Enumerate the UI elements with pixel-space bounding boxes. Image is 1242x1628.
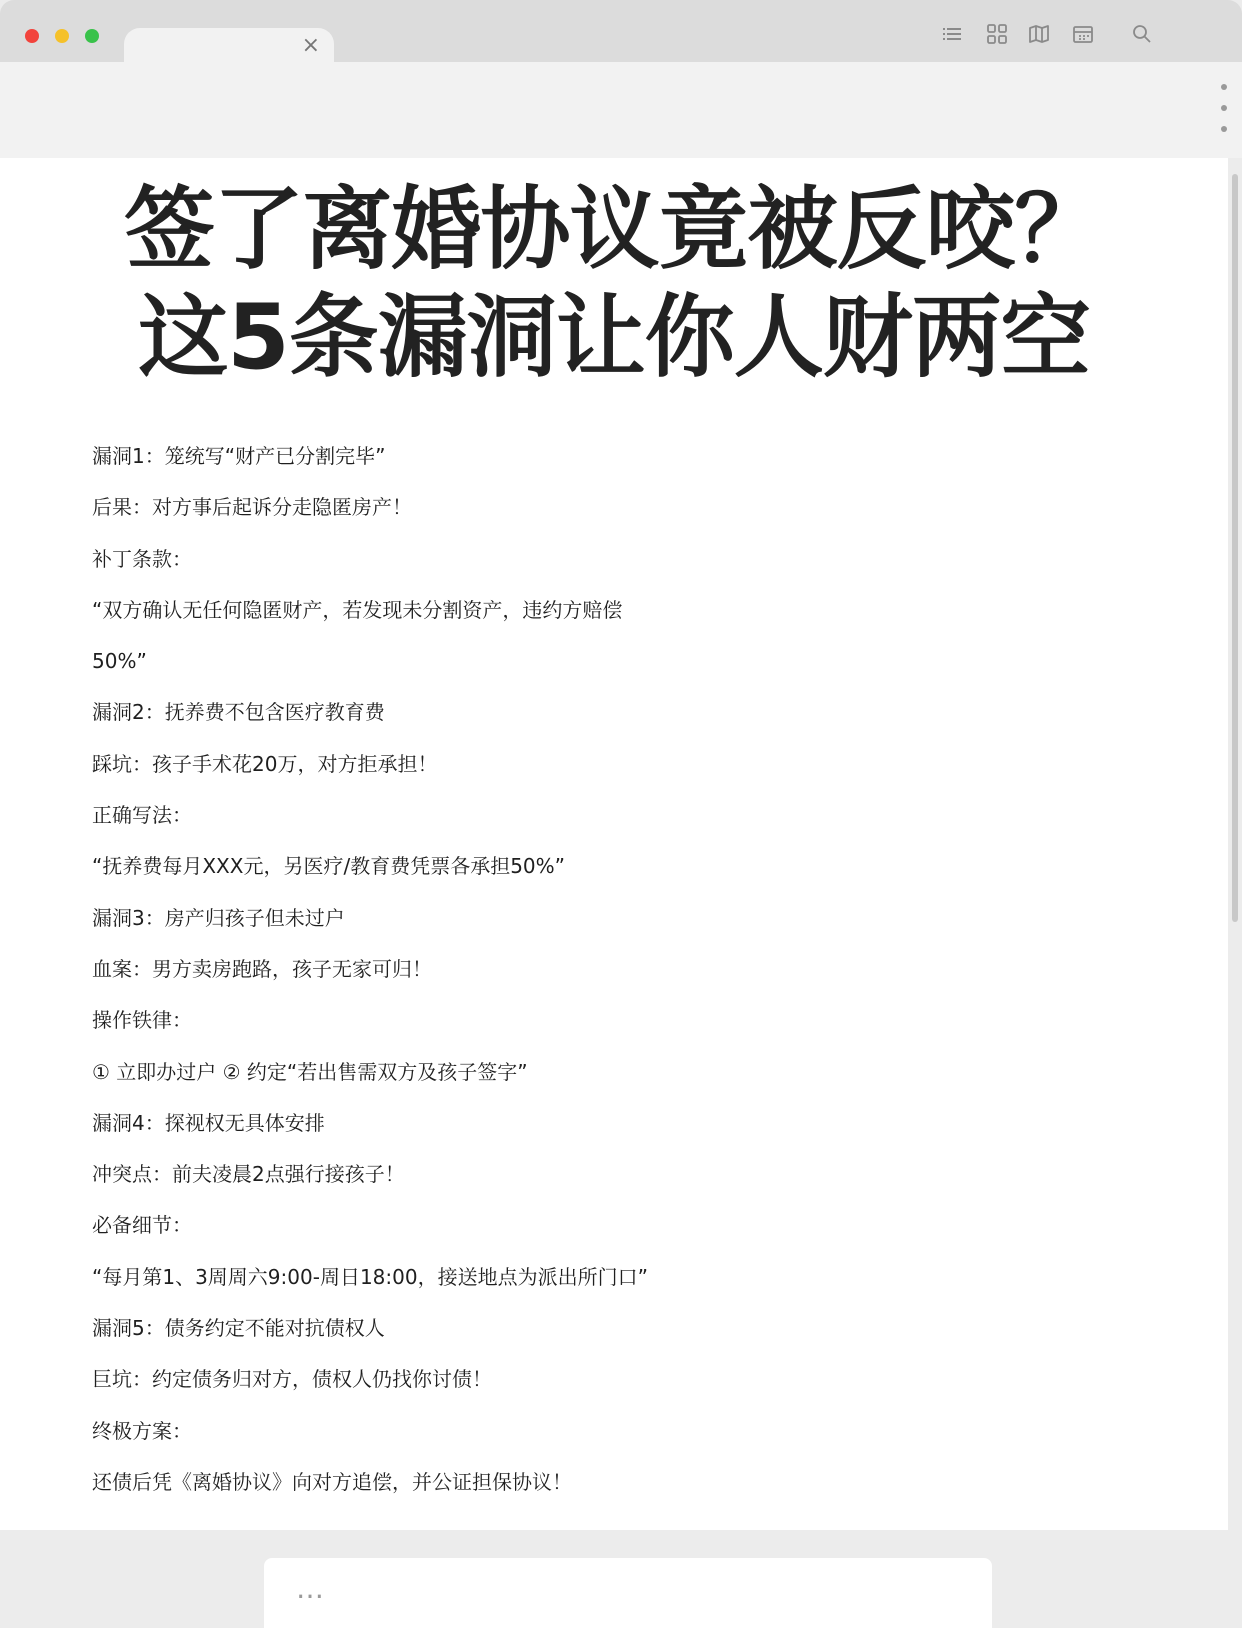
footer-placeholder: … [296,1572,325,1605]
bottom-bar [0,1530,1242,1620]
body-line: 后果：对方事后起诉分走隐匿房产！ [92,495,412,520]
body-line: 50%” [92,649,147,674]
map-icon[interactable] [1027,22,1051,46]
body-line: “双方确认无任何隐匿财产，若发现未分割资产，违约方赔偿 [92,597,623,622]
grid-icon[interactable] [985,22,1009,46]
toolbar [0,62,1242,158]
body-line: 还债后凭《离婚协议》向对方追偿，并公证担保协议！ [92,1469,572,1494]
body-line: 巨坑：约定债务归对方，债权人仍找你讨债！ [92,1367,492,1392]
close-window-button[interactable] [25,29,39,43]
body-line: “抚养费每月XXX元，另医疗/教育费凭票各承担50%” [92,854,566,879]
body-line: 漏洞1：笼统写“财产已分割完毕” [92,444,386,468]
list-icon[interactable] [940,22,964,46]
body-line: 踩坑：孩子手术花20万，对方拒承担！ [92,751,438,776]
calendar-icon[interactable] [1071,22,1095,46]
browser-tab[interactable] [124,28,334,64]
scrollbar[interactable] [1232,174,1238,922]
body-line: “每月第1、3周周六9:00-周日18:00，接送地点为派出所门口” [92,1264,648,1289]
more-vertical-icon[interactable] [1220,84,1228,138]
footer-input[interactable] [264,1558,992,1628]
article-body [92,431,1222,1508]
body-line: 漏洞2：抚养费不包含医疗教育费 [92,700,385,725]
body-line: 终极方案： [92,1418,192,1443]
body-line: 漏洞5：债务约定不能对抗债权人 [92,1316,385,1341]
body-line: 操作铁律： [92,1008,192,1033]
maximize-window-button[interactable] [85,29,99,43]
body-line: 必备细节： [92,1213,192,1238]
body-line: 冲突点：前夫凌晨2点强行接孩子！ [92,1162,405,1187]
page-title-line-1: 签了离婚协议竟被反咬？ [124,177,1104,282]
page-title-line-2: 这5条漏洞让你人财两空 [138,285,1090,390]
body-line: 血案：男方卖房跑路，孩子无家可归！ [92,956,432,981]
body-line: ① 立即办过户 ② 约定“若出售需双方及孩子签字” [92,1059,528,1084]
body-line: 漏洞3：房产归孩子但未过户 [92,905,345,930]
tab-close-icon[interactable]: × [301,33,320,58]
title-bar [0,0,1242,62]
body-line: 正确写法： [92,803,192,828]
search-icon[interactable] [1130,22,1154,46]
body-line: 补丁条款： [92,546,192,571]
minimize-window-button[interactable] [55,29,69,43]
body-line: 漏洞4：探视权无具体安排 [92,1110,325,1135]
